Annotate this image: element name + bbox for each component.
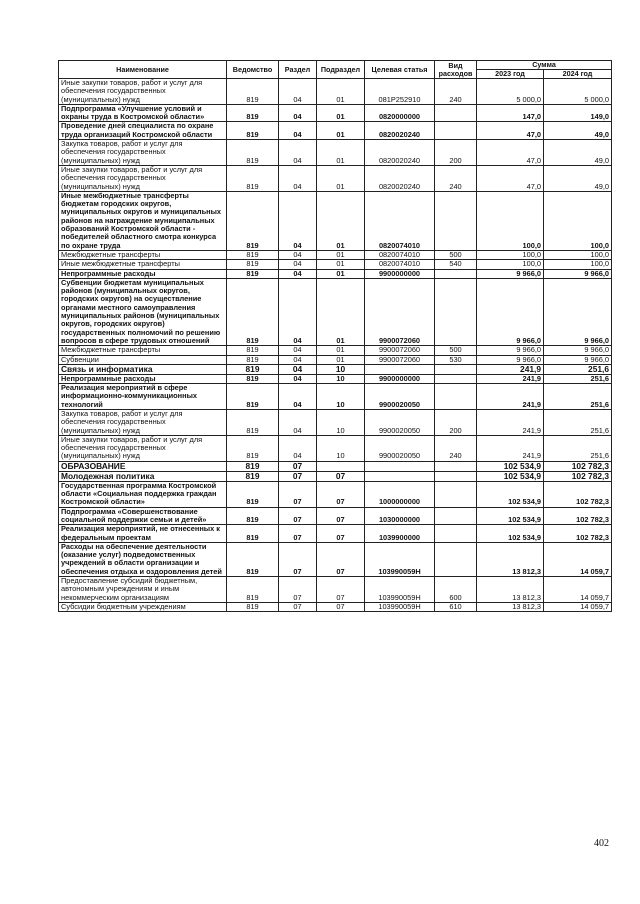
header-subsection: Подраздел [317,61,365,79]
cell-kind: 240 [435,435,477,461]
table-row [59,577,612,603]
cell-v2023: 9 966,0 [477,346,544,355]
cell-kind [435,507,477,525]
cell-sub: 01 [317,355,365,364]
header-dept: Ведомство [227,61,279,79]
cell-name: Связь и информатика [59,364,227,374]
cell-target: 1000000000 [365,481,435,507]
table-row [59,122,612,140]
cell-kind: 530 [435,355,477,364]
cell-dept: 819 [227,104,279,122]
cell-sec: 04 [279,260,317,269]
cell-v2023: 102 534,9 [477,471,544,481]
cell-dept: 819 [227,435,279,461]
cell-v2023: 9 966,0 [477,269,544,278]
header-name: Наименование [59,61,227,79]
table-body [59,79,612,612]
cell-v2024: 14 059,7 [544,577,612,603]
table-row [59,355,612,364]
table-row [59,269,612,278]
cell-v2023: 47,0 [477,140,544,166]
cell-v2023: 100,0 [477,191,544,250]
cell-v2024: 251,6 [544,409,612,435]
cell-sec: 04 [279,435,317,461]
cell-v2024: 102 782,3 [544,481,612,507]
cell-target [365,461,435,471]
budget-table [58,60,612,612]
cell-v2024: 9 966,0 [544,269,612,278]
cell-sec: 04 [279,79,317,105]
cell-v2024: 100,0 [544,260,612,269]
cell-sec: 07 [279,471,317,481]
cell-target: 9900072060 [365,355,435,364]
cell-sub: 01 [317,250,365,259]
cell-dept: 819 [227,602,279,611]
cell-kind [435,461,477,471]
cell-v2024: 100,0 [544,191,612,250]
cell-dept: 819 [227,364,279,374]
cell-v2023: 5 000,0 [477,79,544,105]
cell-v2024: 49,0 [544,122,612,140]
cell-kind [435,542,477,576]
cell-target: 9900072060 [365,278,435,345]
cell-dept: 819 [227,461,279,471]
cell-sec: 04 [279,374,317,383]
cell-kind [435,374,477,383]
table-row [59,507,612,525]
cell-sub: 07 [317,542,365,576]
cell-target: 0820074010 [365,260,435,269]
cell-sub: 10 [317,374,365,383]
cell-name: Непрограммные расходы [59,374,227,383]
cell-name: Государственная программа Костромской области «Социальная поддержка граждан Костромской области» [59,481,227,507]
cell-dept: 819 [227,374,279,383]
cell-v2024: 102 782,3 [544,507,612,525]
cell-name: ОБРАЗОВАНИЕ [59,461,227,471]
table-row [59,165,612,191]
cell-kind: 600 [435,577,477,603]
cell-dept: 819 [227,140,279,166]
cell-sec: 07 [279,577,317,603]
cell-kind: 200 [435,409,477,435]
cell-v2023: 47,0 [477,165,544,191]
table-row [59,481,612,507]
cell-v2024: 102 782,3 [544,525,612,543]
cell-name: Субвенции [59,355,227,364]
cell-sub: 07 [317,471,365,481]
cell-name: Межбюджетные трансферты [59,250,227,259]
table-row [59,525,612,543]
cell-name: Реализация мероприятий, не отнесенных к федеральным проектам [59,525,227,543]
cell-v2024: 49,0 [544,165,612,191]
cell-name: Непрограммные расходы [59,269,227,278]
cell-dept: 819 [227,542,279,576]
cell-v2024: 14 059,7 [544,542,612,576]
header-sum: Сумма [477,61,612,70]
cell-kind [435,269,477,278]
page-number: 402 [594,838,609,849]
cell-name: Предоставление субсидий бюджетным, автономным учреждениям и иным некоммерческим организациям [59,577,227,603]
cell-dept: 819 [227,260,279,269]
cell-target: 1030000000 [365,507,435,525]
cell-target: 081P252910 [365,79,435,105]
cell-v2024: 251,6 [544,374,612,383]
cell-v2024: 251,6 [544,435,612,461]
cell-v2024: 251,6 [544,384,612,410]
cell-v2023: 13 812,3 [477,602,544,611]
cell-sec: 04 [279,140,317,166]
cell-dept: 819 [227,409,279,435]
cell-sub: 10 [317,435,365,461]
cell-sub: 07 [317,481,365,507]
cell-name: Иные межбюджетные трансферты бюджетам городских округов, муниципальных округов и муниципальных районов на награждение муниципальных образований Костромской области - победителей областного смотра конкурса по охране труда [59,191,227,250]
cell-sub: 01 [317,278,365,345]
cell-v2023: 241,9 [477,374,544,383]
cell-v2023: 102 534,9 [477,525,544,543]
cell-sub: 07 [317,525,365,543]
cell-sec: 04 [279,122,317,140]
cell-sec: 07 [279,461,317,471]
cell-v2024: 102 782,3 [544,461,612,471]
cell-dept: 819 [227,79,279,105]
cell-dept: 819 [227,525,279,543]
cell-name: Межбюджетные трансферты [59,346,227,355]
cell-sec: 04 [279,355,317,364]
cell-target: 9900000000 [365,374,435,383]
cell-kind [435,471,477,481]
cell-v2023: 100,0 [477,260,544,269]
cell-sub [317,461,365,471]
cell-v2024: 9 966,0 [544,278,612,345]
cell-target: 1039900000 [365,525,435,543]
cell-target: 103990059Н [365,602,435,611]
cell-sub: 07 [317,577,365,603]
cell-target: 0820074010 [365,191,435,250]
table-row [59,260,612,269]
cell-name: Закупка товаров, работ и услуг для обеспечения государственных (муниципальных) нужд [59,409,227,435]
header-year-2023: 2023 год [477,70,544,79]
cell-dept: 819 [227,471,279,481]
cell-v2023: 241,9 [477,384,544,410]
cell-name: Иные межбюджетные трансферты [59,260,227,269]
cell-name: Субсидии бюджетным учреждениям [59,602,227,611]
cell-dept: 819 [227,346,279,355]
cell-target: 0820000000 [365,104,435,122]
cell-v2024: 102 782,3 [544,471,612,481]
cell-dept: 819 [227,507,279,525]
cell-dept: 819 [227,165,279,191]
cell-kind [435,481,477,507]
cell-kind [435,278,477,345]
cell-sec: 04 [279,278,317,345]
cell-v2024: 5 000,0 [544,79,612,105]
cell-kind [435,364,477,374]
cell-sub: 01 [317,122,365,140]
cell-v2023: 102 534,9 [477,507,544,525]
table-row [59,471,612,481]
header-row-top [59,61,612,70]
header-section: Раздел [279,61,317,79]
cell-sec: 04 [279,364,317,374]
table-row [59,542,612,576]
cell-sub: 01 [317,346,365,355]
cell-sub: 01 [317,140,365,166]
cell-kind: 200 [435,140,477,166]
cell-name: Подпрограмма «Улучшение условий и охраны труда в Костромской области» [59,104,227,122]
table-row [59,409,612,435]
cell-sec: 07 [279,507,317,525]
cell-target: 9900000000 [365,269,435,278]
cell-dept: 819 [227,191,279,250]
cell-v2024: 251,6 [544,364,612,374]
cell-v2023: 241,9 [477,409,544,435]
cell-sec: 04 [279,384,317,410]
cell-kind [435,384,477,410]
table-row [59,346,612,355]
table-row [59,191,612,250]
cell-sec: 07 [279,542,317,576]
cell-name: Закупка товаров, работ и услуг для обеспечения государственных (муниципальных) нужд [59,140,227,166]
cell-sec: 04 [279,269,317,278]
cell-target [365,364,435,374]
cell-dept: 819 [227,577,279,603]
cell-sub: 10 [317,409,365,435]
cell-v2024: 14 059,7 [544,602,612,611]
cell-kind: 240 [435,165,477,191]
cell-v2023: 100,0 [477,250,544,259]
table-row [59,461,612,471]
cell-sec: 04 [279,191,317,250]
cell-target [365,471,435,481]
cell-v2023: 47,0 [477,122,544,140]
cell-dept: 819 [227,278,279,345]
cell-dept: 819 [227,384,279,410]
cell-v2023: 13 812,3 [477,542,544,576]
cell-target: 9900020050 [365,435,435,461]
cell-sub: 10 [317,364,365,374]
cell-sub: 07 [317,507,365,525]
cell-v2023: 102 534,9 [477,481,544,507]
cell-target: 9900020050 [365,384,435,410]
cell-kind [435,104,477,122]
cell-sec: 04 [279,346,317,355]
cell-target: 103990059Н [365,542,435,576]
cell-kind: 240 [435,79,477,105]
cell-kind [435,122,477,140]
cell-sub: 01 [317,191,365,250]
header-year-2024: 2024 год [544,70,612,79]
table-row [59,278,612,345]
cell-kind: 500 [435,250,477,259]
cell-kind: 540 [435,260,477,269]
cell-dept: 819 [227,122,279,140]
cell-name: Иные закупки товаров, работ и услуг для обеспечения государственных (муниципальных) нужд [59,79,227,105]
header-kind: Вид расходов [435,61,477,79]
cell-kind [435,525,477,543]
cell-sec: 04 [279,409,317,435]
cell-kind: 610 [435,602,477,611]
cell-name: Субвенции бюджетам муниципальных районов (муниципальных округов, городских округов) на осуществление органами местного самоуправления муниципальных районов (муниципальных округов, городских округов) государственных полномочий по решению вопросов в сфере трудовых отношений [59,278,227,345]
cell-dept: 819 [227,250,279,259]
cell-v2024: 9 966,0 [544,355,612,364]
cell-target: 0820020240 [365,165,435,191]
table-row [59,140,612,166]
cell-v2023: 13 812,3 [477,577,544,603]
cell-name: Проведение дней специалиста по охране труда организаций Костромской области [59,122,227,140]
cell-v2023: 102 534,9 [477,461,544,471]
cell-sub: 10 [317,384,365,410]
cell-sec: 07 [279,525,317,543]
cell-v2024: 100,0 [544,250,612,259]
cell-sec: 04 [279,250,317,259]
cell-v2024: 149,0 [544,104,612,122]
cell-name: Молодежная политика [59,471,227,481]
table-row [59,364,612,374]
cell-name: Иные закупки товаров, работ и услуг для обеспечения государственных (муниципальных) нужд [59,165,227,191]
cell-v2023: 9 966,0 [477,355,544,364]
cell-sec: 07 [279,481,317,507]
cell-kind [435,191,477,250]
cell-sub: 01 [317,79,365,105]
cell-dept: 819 [227,481,279,507]
cell-sec: 04 [279,165,317,191]
cell-dept: 819 [227,269,279,278]
cell-dept: 819 [227,355,279,364]
cell-target: 9900072060 [365,346,435,355]
cell-name: Иные закупки товаров, работ и услуг для обеспечения государственных (муниципальных) нужд [59,435,227,461]
cell-target: 103990059Н [365,577,435,603]
cell-v2023: 147,0 [477,104,544,122]
cell-name: Подпрограмма «Совершенствование социальной поддержки семьи и детей» [59,507,227,525]
cell-v2023: 9 966,0 [477,278,544,345]
table-row [59,374,612,383]
table-row [59,602,612,611]
cell-sec: 04 [279,104,317,122]
cell-sec: 07 [279,602,317,611]
header-target: Целевая статья [365,61,435,79]
cell-v2024: 49,0 [544,140,612,166]
table-row [59,435,612,461]
cell-kind: 500 [435,346,477,355]
cell-sub: 01 [317,269,365,278]
cell-target: 0820020240 [365,140,435,166]
cell-v2023: 241,9 [477,435,544,461]
cell-v2023: 241,9 [477,364,544,374]
table-row [59,384,612,410]
table-row [59,250,612,259]
cell-target: 0820020240 [365,122,435,140]
table-row [59,79,612,105]
table-row [59,104,612,122]
cell-name: Реализация мероприятий в сфере информационно-коммуникационных технологий [59,384,227,410]
cell-target: 0820074010 [365,250,435,259]
cell-name: Расходы на обеспечение деятельности (оказание услуг) подведомственных учреждений в области организации и обеспечения отдыха и оздоровления детей [59,542,227,576]
cell-sub: 07 [317,602,365,611]
cell-v2024: 9 966,0 [544,346,612,355]
cell-sub: 01 [317,165,365,191]
cell-target: 9900020050 [365,409,435,435]
cell-sub: 01 [317,260,365,269]
cell-sub: 01 [317,104,365,122]
